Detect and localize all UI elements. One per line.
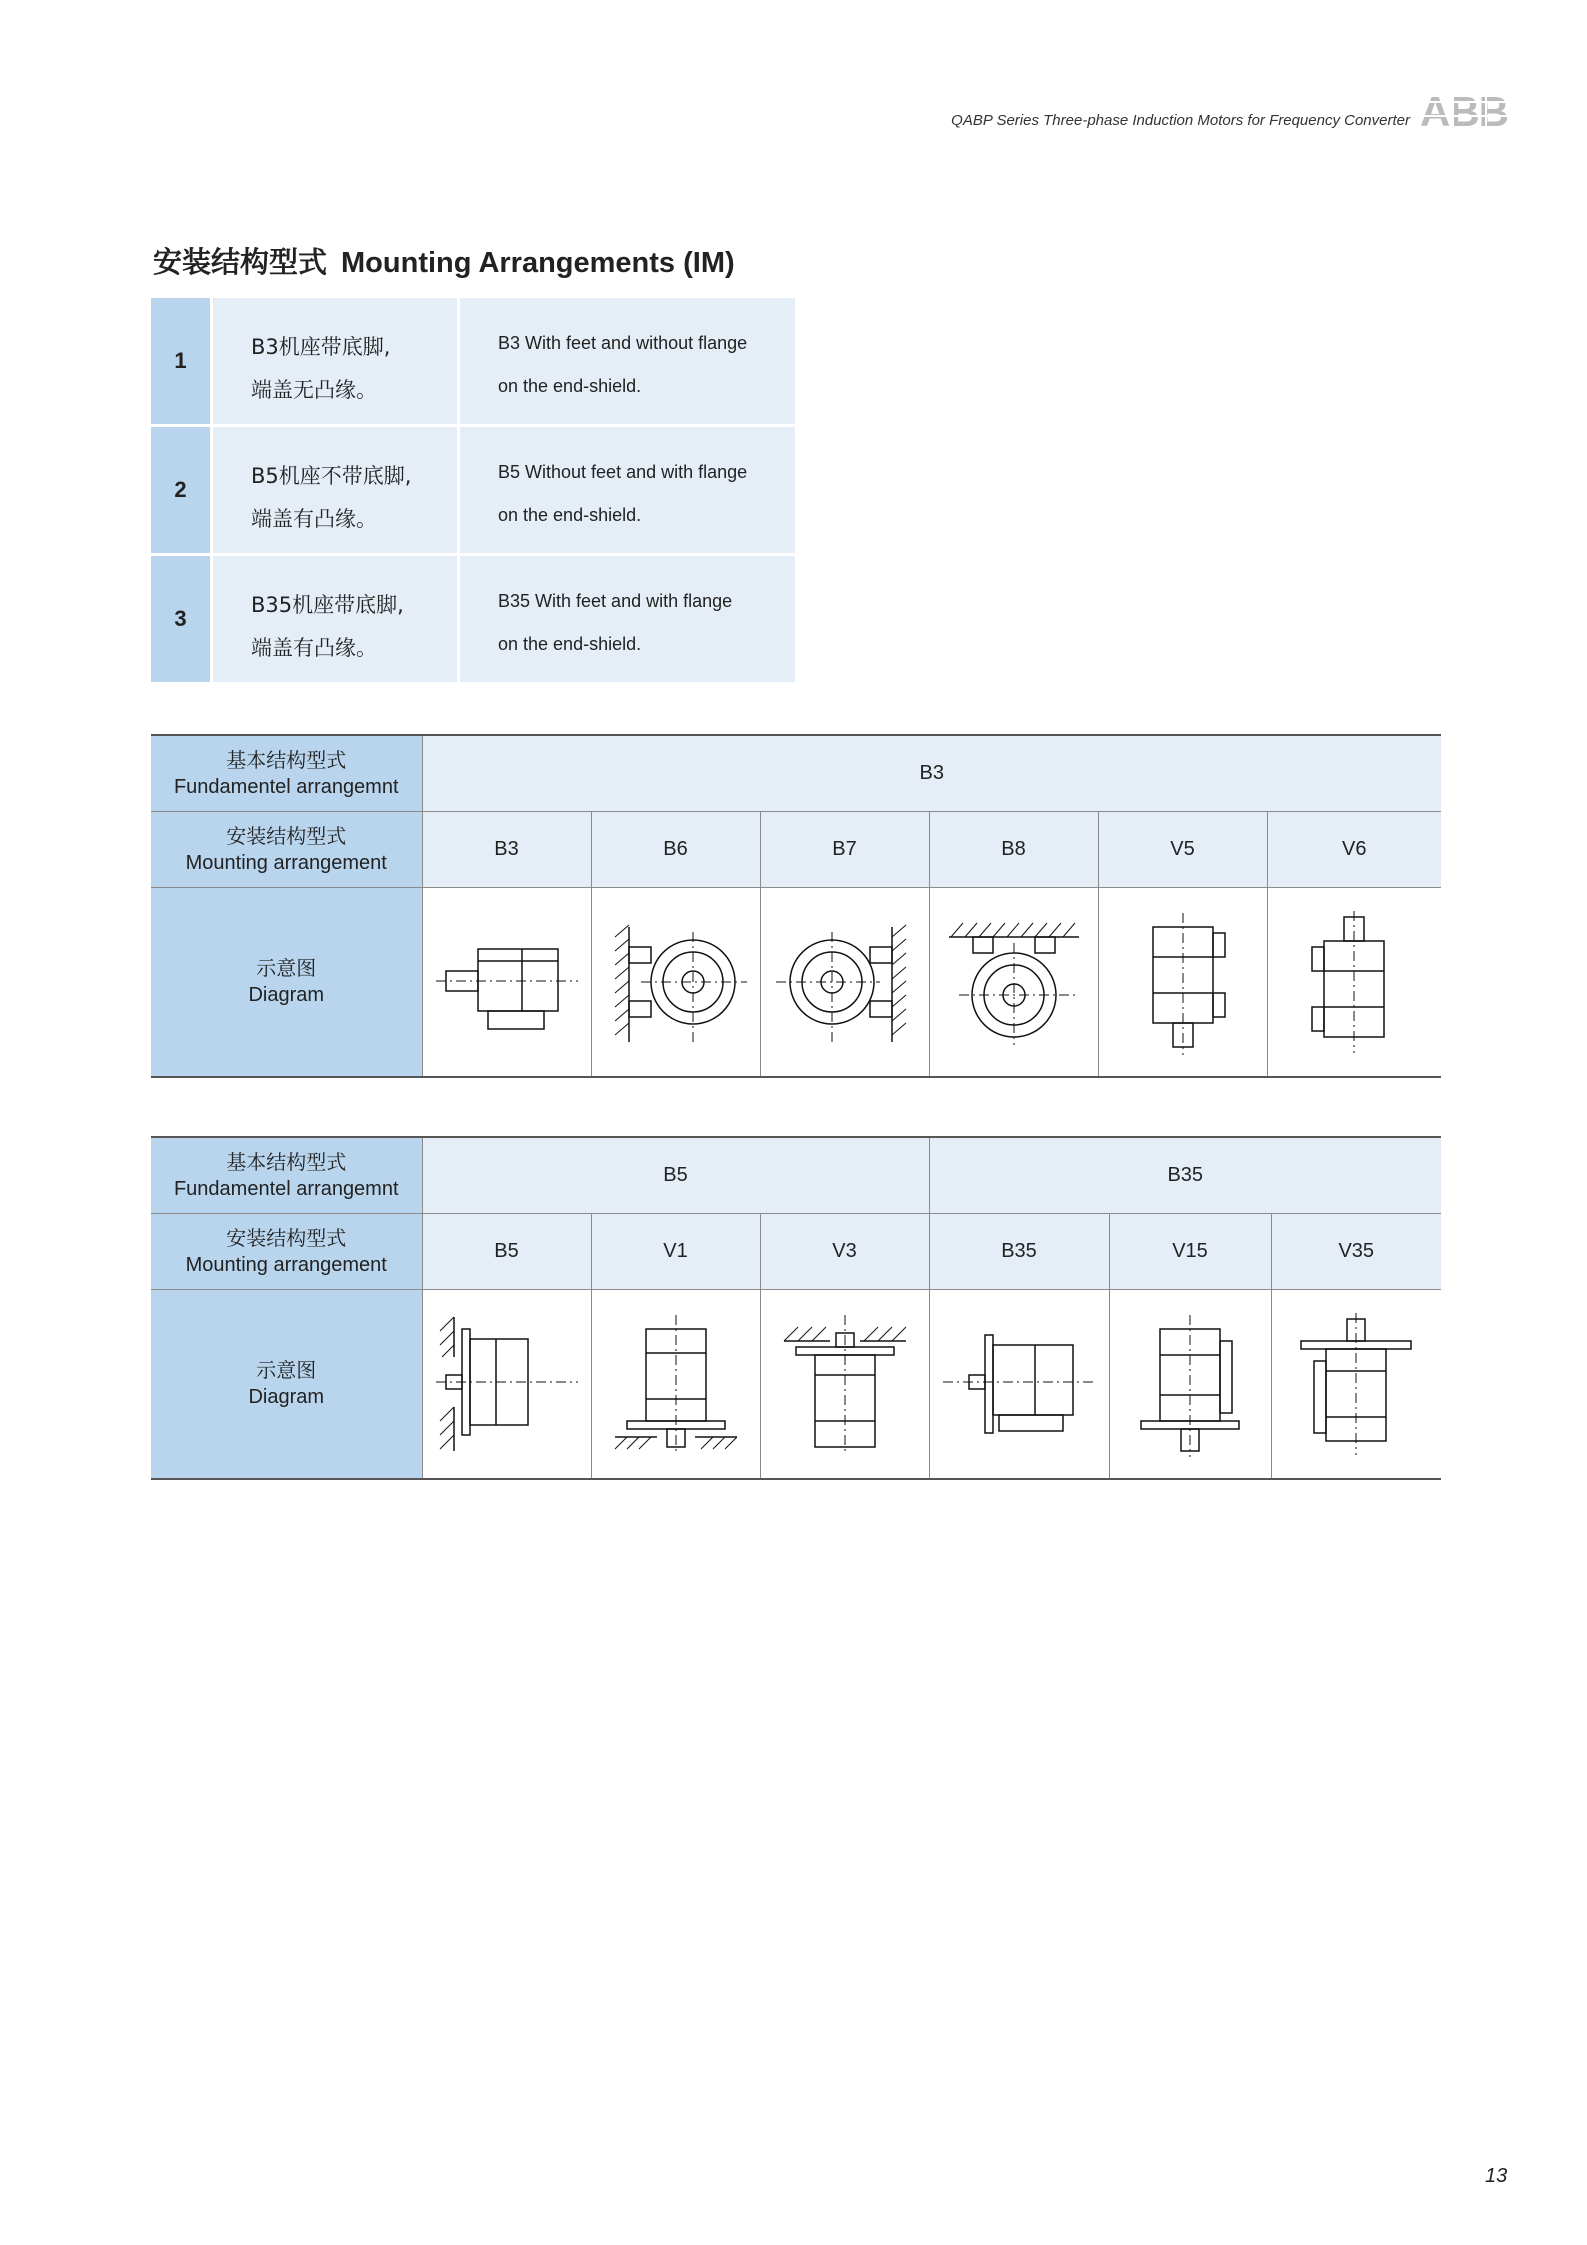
diagram-label <box>151 888 422 1078</box>
label-en: Fundamentel arrangemnt <box>173 1177 399 1200</box>
diagram-cell <box>422 1290 591 1480</box>
item-number: 2 <box>151 427 210 553</box>
arrangement-table-b5-b35 <box>151 1136 1441 1480</box>
label-zh: 基本结构型式 <box>226 1151 347 1174</box>
header-title: QABP Series Three-phase Induction Motors for Frequency Converter <box>951 112 1410 129</box>
item-en-line: B5 Without feet and with flange <box>498 462 748 482</box>
mounting-cell: B7 <box>760 812 929 888</box>
fundamental-label <box>151 1137 422 1214</box>
b3-diagram <box>432 927 582 1037</box>
mounting-cell: V6 <box>1267 812 1441 888</box>
diagram-cell <box>591 1290 760 1480</box>
item-zh-line: B5机座不带底脚, <box>251 464 412 488</box>
mounting-cell: B8 <box>929 812 1098 888</box>
item-zh-line: B3机座带底脚, <box>251 335 391 359</box>
list-item <box>151 556 795 682</box>
b5-diagram <box>432 1309 582 1459</box>
label-zh: 安装结构型式 <box>226 825 347 848</box>
arrangement-table-b3 <box>151 734 1441 1078</box>
item-number: 3 <box>151 556 210 682</box>
mounting-cell: B5 <box>422 1214 591 1290</box>
item-en-line: B3 With feet and without flange <box>498 333 748 353</box>
b8-diagram <box>939 917 1089 1047</box>
list-item <box>151 298 795 424</box>
page-heading <box>153 240 735 281</box>
label-en: Diagram <box>248 1386 325 1408</box>
mounting-cell: B3 <box>422 812 591 888</box>
diagram-cell <box>760 888 929 1078</box>
label-zh: 基本结构型式 <box>226 749 347 772</box>
item-zh <box>213 298 457 424</box>
b35-diagram <box>939 1309 1099 1459</box>
mounting-cell: V1 <box>591 1214 760 1290</box>
list-item <box>151 427 795 553</box>
item-zh-line: 端盖无凸缘。 <box>251 378 377 402</box>
diagram-cell <box>1267 888 1441 1078</box>
mounting-cell: V15 <box>1109 1214 1271 1290</box>
v1-diagram <box>601 1309 751 1459</box>
label-zh: 示意图 <box>256 1360 317 1382</box>
fundamental-label <box>151 735 422 812</box>
diagram-cell <box>929 1290 1109 1480</box>
v6-diagram <box>1279 907 1429 1057</box>
label-en: Diagram <box>248 984 325 1006</box>
arrangement-list <box>151 298 795 685</box>
fundamental-value: B35 <box>929 1137 1441 1214</box>
b7-diagram <box>770 917 920 1047</box>
v15-diagram <box>1115 1309 1265 1459</box>
item-zh-line: B35机座带底脚, <box>251 593 404 617</box>
item-en <box>460 427 795 553</box>
page-number: 13 <box>1485 2165 1508 2187</box>
mounting-label <box>151 812 422 888</box>
item-zh-line: 端盖有凸缘。 <box>251 507 377 531</box>
item-en <box>460 298 795 424</box>
diagram-cell <box>1109 1290 1271 1480</box>
diagram-cell <box>1098 888 1267 1078</box>
item-zh-line: 端盖有凸缘。 <box>251 636 377 660</box>
diagram-cell <box>929 888 1098 1078</box>
fundamental-value: B5 <box>422 1137 929 1214</box>
item-en-line: on the end-shield. <box>498 505 642 525</box>
diagram-cell <box>1271 1290 1441 1480</box>
mounting-cell: V3 <box>760 1214 929 1290</box>
label-zh: 示意图 <box>256 958 317 980</box>
v3-diagram <box>770 1309 920 1459</box>
item-number: 1 <box>151 298 210 424</box>
mounting-cell: V5 <box>1098 812 1267 888</box>
mounting-label <box>151 1214 422 1290</box>
mounting-cell: B6 <box>591 812 760 888</box>
item-en-line: B35 With feet and with flange <box>498 591 733 611</box>
item-zh <box>213 556 457 682</box>
mounting-cell: V35 <box>1271 1214 1441 1290</box>
svg-text:ABB: ABB <box>1420 88 1508 132</box>
diagram-cell <box>422 888 591 1078</box>
heading-zh: 安装结构型式 <box>153 245 328 279</box>
label-en: Mounting arrangement <box>185 851 387 874</box>
item-en <box>460 556 795 682</box>
diagram-label <box>151 1290 422 1480</box>
b6-diagram <box>601 917 751 1047</box>
diagram-cell <box>591 888 760 1078</box>
v5-diagram <box>1108 907 1258 1057</box>
item-zh <box>213 427 457 553</box>
abb-logo <box>1420 88 1520 132</box>
fundamental-value: B3 <box>422 735 1441 812</box>
label-en: Fundamentel arrangemnt <box>173 775 399 798</box>
item-en-line: on the end-shield. <box>498 376 642 396</box>
v35-diagram <box>1281 1309 1431 1459</box>
mounting-cell: B35 <box>929 1214 1109 1290</box>
label-en: Mounting arrangement <box>185 1253 387 1276</box>
diagram-cell <box>760 1290 929 1480</box>
item-en-line: on the end-shield. <box>498 634 642 654</box>
label-zh: 安装结构型式 <box>226 1227 347 1250</box>
heading-en: Mounting Arrangements (IM) <box>341 247 735 279</box>
